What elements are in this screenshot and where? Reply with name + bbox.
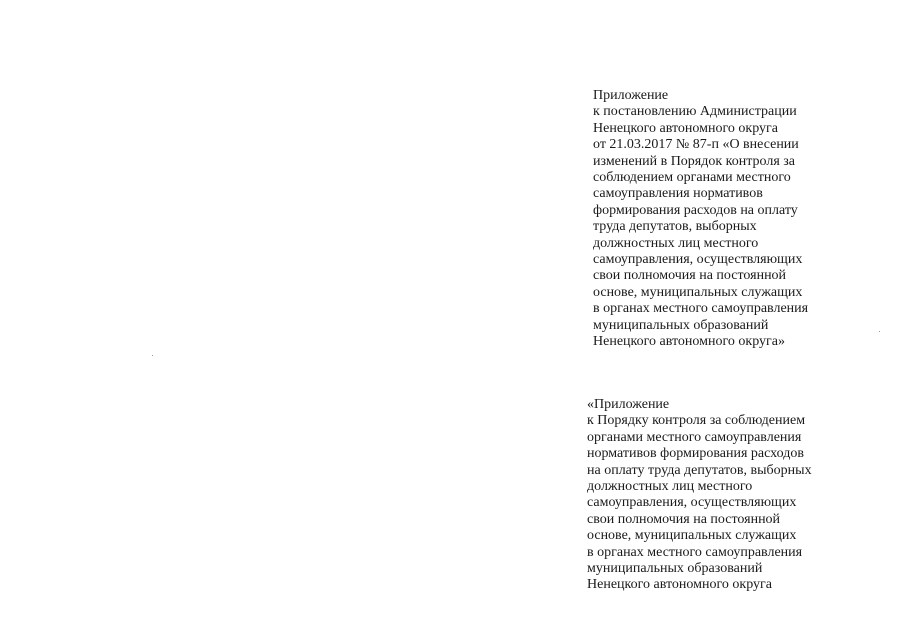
- appendix-order-line: Приложение: [593, 88, 669, 103]
- scan-speck: [879, 331, 880, 332]
- appendix-procedure-line: в органах местного самоуправления: [587, 544, 803, 560]
- appendix-order-line: муниципальных образований: [593, 317, 769, 333]
- appendix-order-line: Ненецкого автономного округа»: [593, 334, 785, 350]
- appendix-order-line: свои полномочия на постоянной: [593, 268, 787, 284]
- appendix-order-line: изменений в Порядок контроля за: [593, 153, 796, 169]
- appendix-order-line: формирования расходов на оплату: [593, 202, 798, 218]
- appendix-order-line: самоуправления, осуществляющих: [593, 252, 803, 268]
- appendix-procedure-line: должностных лиц местного: [587, 479, 753, 495]
- appendix-order-line: самоуправления нормативов: [593, 186, 763, 202]
- appendix-procedure-line: муниципальных образований: [587, 561, 763, 577]
- appendix-procedure-line: свои полномочия на постоянной: [587, 511, 781, 527]
- appendix-order-line: Ненецкого автономного округа: [593, 120, 778, 136]
- appendix-order-line: от 21.03.2017 № 87-п «О внесении: [593, 137, 799, 153]
- appendix-order-line: должностных лиц местного: [593, 235, 759, 251]
- appendix-procedure-line: «Приложение: [587, 397, 670, 412]
- appendix-procedure-line: самоуправления, осуществляющих: [587, 495, 797, 511]
- appendix-procedure-line: Ненецкого автономного округа: [587, 577, 772, 593]
- appendix-order-line: соблюдением органами местного: [593, 170, 791, 186]
- appendix-procedure-line: на оплату труда депутатов, выборных: [587, 462, 812, 478]
- appendix-procedure-line: к Порядку контроля за соблюдением: [587, 413, 806, 429]
- appendix-procedure-line: органами местного самоуправления: [587, 429, 802, 445]
- appendix-procedure-heading: [587, 397, 812, 594]
- appendix-procedure-line: основе, муниципальных служащих: [587, 528, 797, 544]
- appendix-order-line: труда депутатов, выборных: [593, 219, 757, 235]
- appendix-order-heading: [593, 88, 808, 351]
- appendix-procedure-line: нормативов формирования расходов: [587, 446, 804, 462]
- appendix-order-line: основе, муниципальных служащих: [593, 284, 803, 300]
- scan-speck: [152, 355, 153, 356]
- appendix-order-line: к постановлению Администрации: [593, 104, 797, 120]
- appendix-order-line: в органах местного самоуправления: [593, 301, 809, 317]
